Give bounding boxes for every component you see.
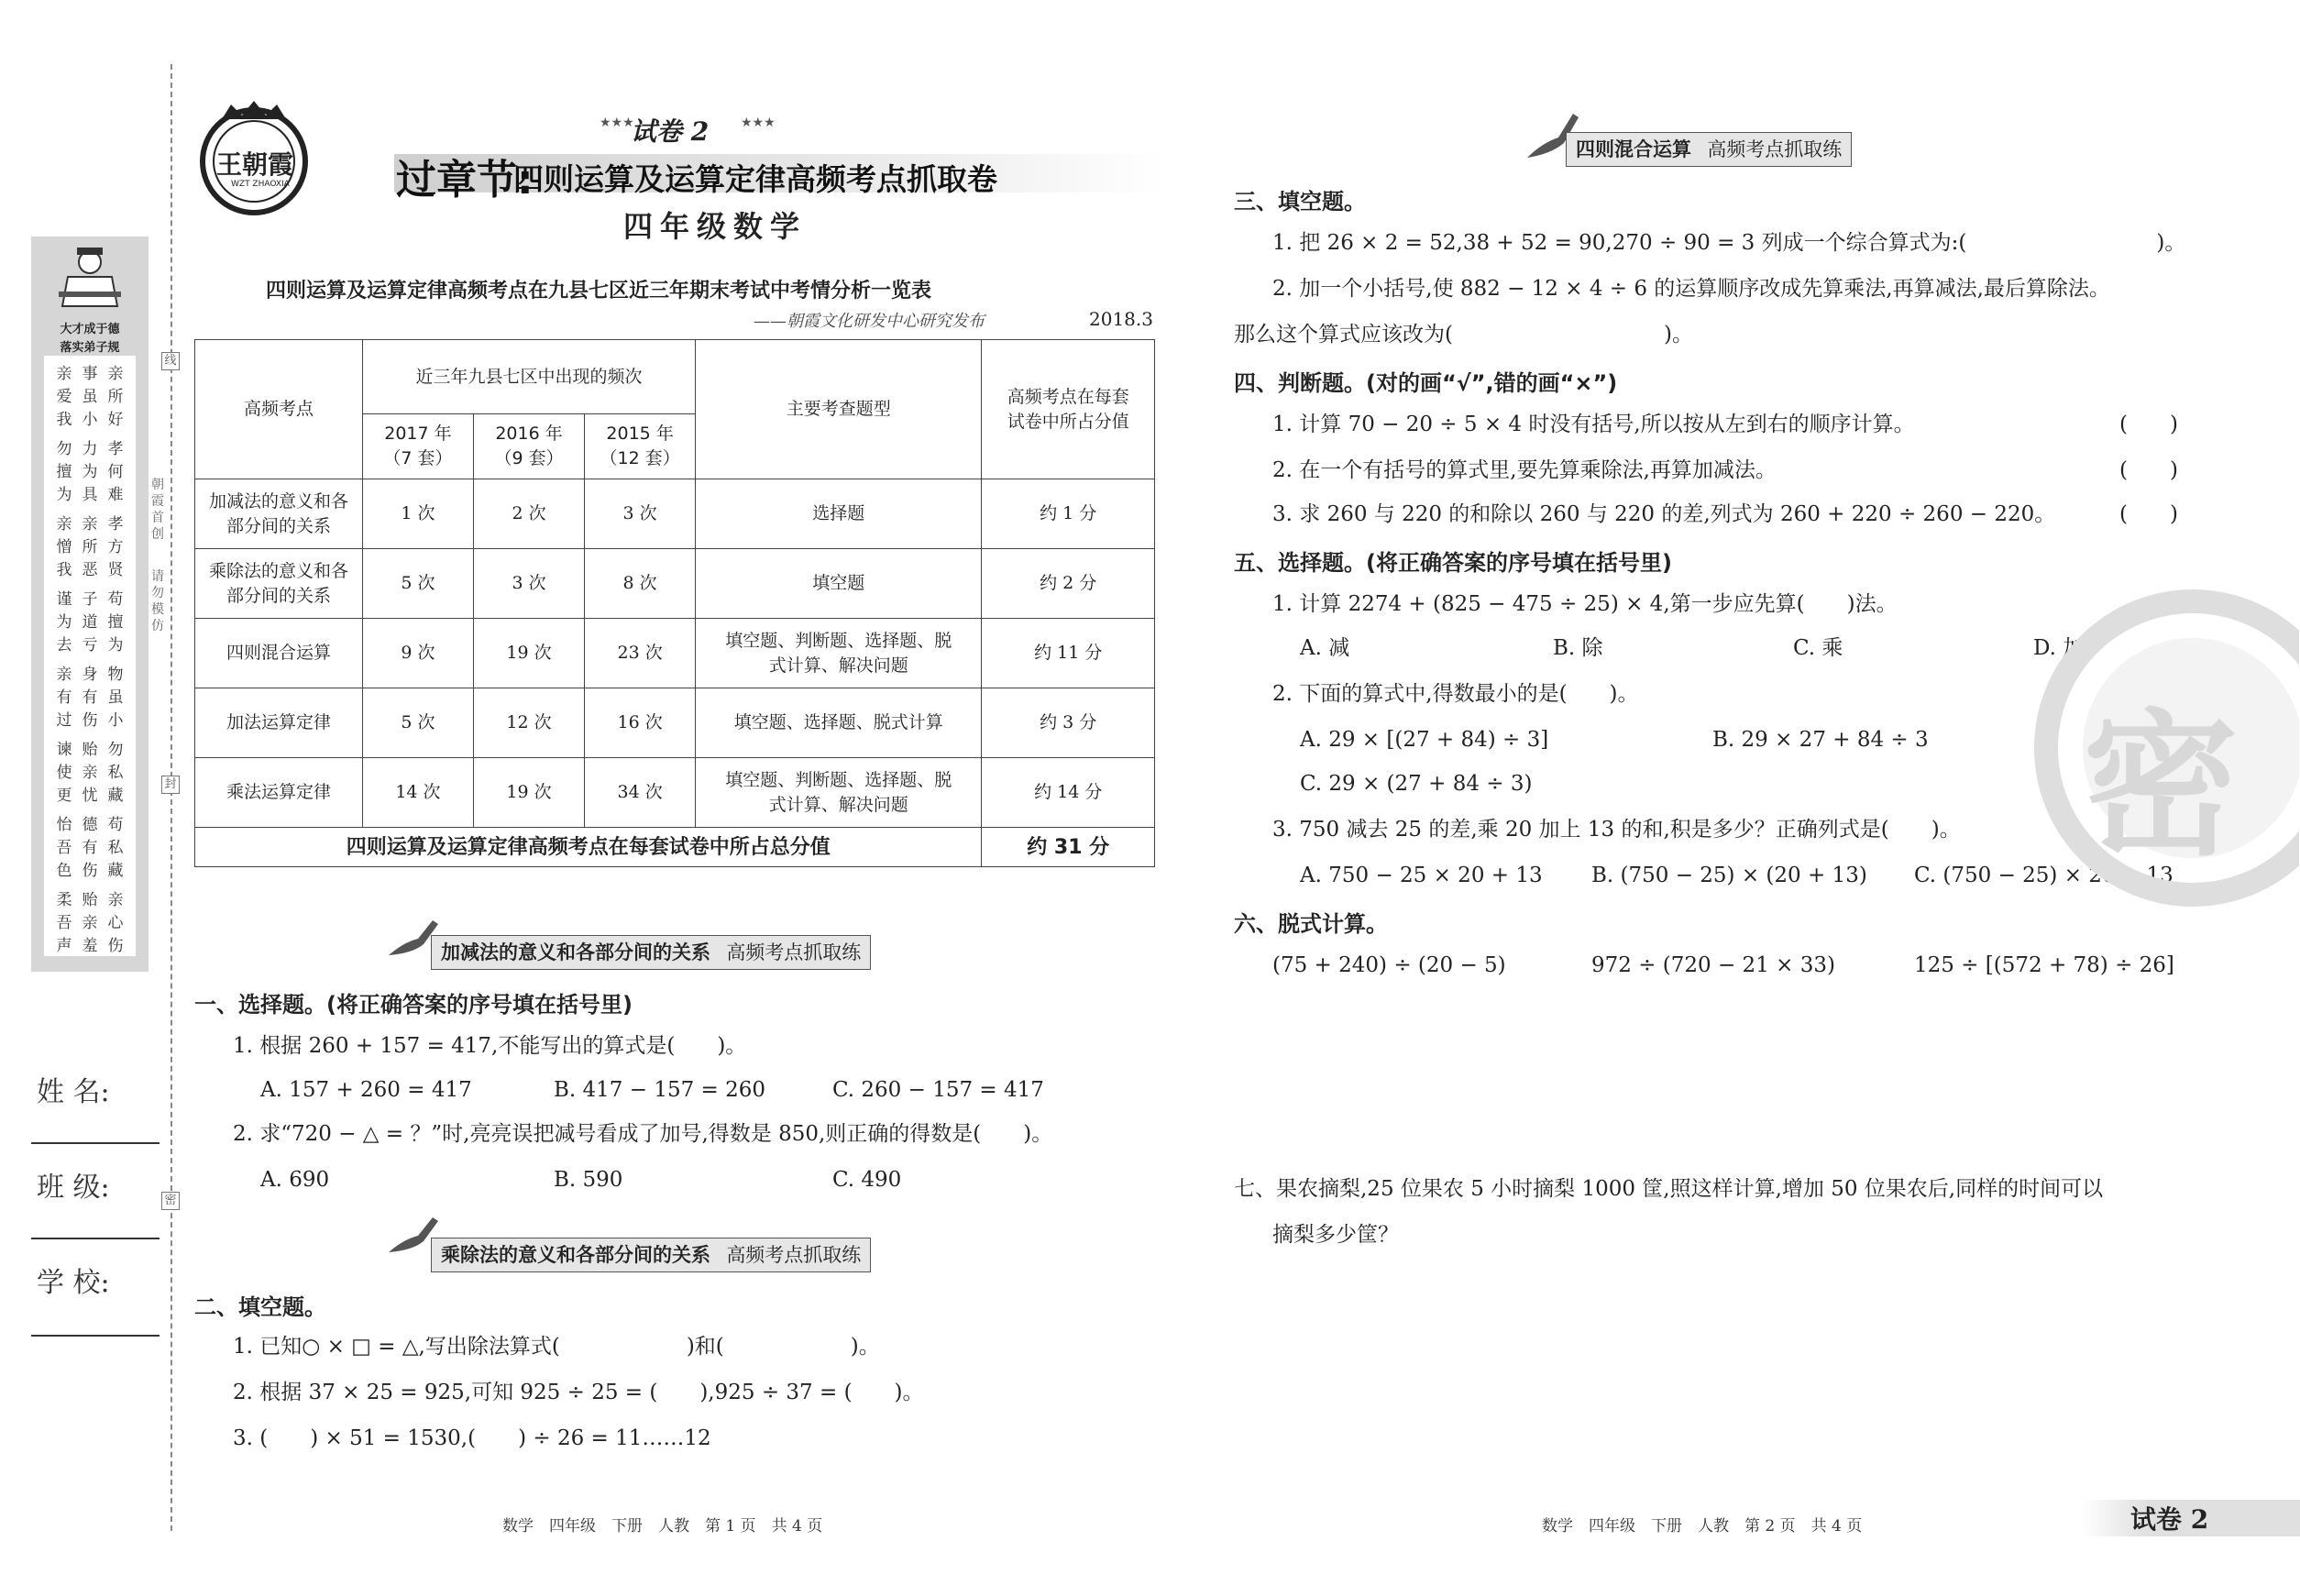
table-source: ——朝霞文化研发中心研究发布 xyxy=(754,312,985,331)
option-c: C. (750 − 25) × 20 + 13 xyxy=(1914,864,2173,887)
cell-2017: 5 次 xyxy=(362,549,473,619)
option-b: B. (750 − 25) × (20 + 13) xyxy=(1591,864,1867,887)
section-banner xyxy=(1566,132,1852,167)
banner-tag: 高频考点抓取练 xyxy=(1707,138,1843,160)
cell-types: 填空题、选择题、脱式计算 xyxy=(696,688,982,758)
poem-column: 孝方贤 xyxy=(107,515,124,579)
poem-column: 亲心伤 xyxy=(107,891,124,955)
option-a: A. 750 − 25 × 20 + 13 xyxy=(1300,864,1543,887)
option-c: C. 260 − 157 = 417 xyxy=(832,1078,1044,1102)
poem-column: 孝何难 xyxy=(107,440,124,504)
header-score: 高频考点在每套试卷中所占分值 xyxy=(982,340,1155,479)
cell-2016: 3 次 xyxy=(473,549,584,619)
cell-2017: 5 次 xyxy=(362,688,473,758)
total-value: 约 31 分 xyxy=(982,828,1155,867)
class-label: 班 级: xyxy=(37,1172,110,1204)
poem-column: 亲憎我 xyxy=(56,515,72,579)
brand-name: 王朝霞 xyxy=(216,149,294,180)
page-footer: 数学 四年级 下册 人教 第 1 页 共 4 页 xyxy=(502,1517,823,1535)
header-freq: 近三年九县七区中出现的频次 xyxy=(362,340,695,414)
cell-score: 约 11 分 xyxy=(982,619,1155,688)
binding-mark: 封 xyxy=(161,776,180,794)
poem-column: 亲有过 xyxy=(56,666,72,730)
expression: 972 ÷ (720 − 21 × 33) xyxy=(1591,953,1835,977)
table-total-row xyxy=(195,828,1155,867)
option-d: D. 加 xyxy=(2033,636,2085,660)
section-heading: 七、果农摘梨,25 位果农 5 小时摘梨 1000 筐,照这样计算,增加 50 位果农后,同样的时间可以 xyxy=(1234,1177,2104,1201)
table-caption: 四则运算及运算定律高频考点在九县七区近三年期末考试中考情分析一览表 xyxy=(266,280,932,303)
cell-2017: 1 次 xyxy=(362,479,473,549)
question-text: 2. 下面的算式中,得数最小的是( )。 xyxy=(1272,682,1639,706)
header-2016: 2016 年（9 套） xyxy=(473,414,584,479)
cell-2016: 19 次 xyxy=(473,619,584,688)
poem-column: 力为具 xyxy=(82,440,98,504)
cell-2017: 14 次 xyxy=(362,758,473,828)
cell-2015: 16 次 xyxy=(585,688,696,758)
poem-column: 亲所好 xyxy=(107,365,124,429)
stars-left-icon: ★★★ xyxy=(600,116,634,130)
binding-mark: 线 xyxy=(161,352,180,370)
watermark-text: 密 xyxy=(2083,694,2239,877)
section-heading: 二、填空题。 xyxy=(194,1294,326,1320)
cell-topic: 加减法的意义和各部分间的关系 xyxy=(195,479,363,549)
banner-tag: 高频考点抓取练 xyxy=(726,1244,862,1266)
poem-column: 谏使更 xyxy=(56,741,72,805)
header-topic: 高频考点 xyxy=(195,340,363,479)
section-heading: 四、判断题。(对的画“√”,错的画“×”) xyxy=(1234,370,1618,396)
option-c: C. 490 xyxy=(832,1168,902,1192)
poem-column: 怡吾色 xyxy=(56,816,72,880)
table-date: 2018.3 xyxy=(1089,308,1153,330)
expression: 125 ÷ [(572 + 78) ÷ 26] xyxy=(1914,953,2174,977)
poem-column: 苟擅为 xyxy=(107,590,124,655)
question-text: 1. 已知○ × □ = △,写出除法算式( )和( )。 xyxy=(233,1335,880,1359)
cell-2016: 2 次 xyxy=(473,479,584,549)
question-text: 2. 求“720 − △ = ？”时,亮亮误把减号看成了加号,得数是 850,则正确的得数是( )。 xyxy=(233,1122,1053,1146)
question-text: 2. 加一个小括号,使 882 − 12 × 4 ÷ 6 的运算顺序改成先算乘法,再算减法,最后算除法。 xyxy=(1272,277,2110,301)
cell-2017: 9 次 xyxy=(362,619,473,688)
binding-text: 朝霞首创 xyxy=(151,478,164,542)
motto-line-2: 落实弟子规 xyxy=(60,341,120,355)
table-row xyxy=(195,479,1155,549)
question-text: 2. 在一个有括号的算式里,要先算乘除法,再算加减法。 xyxy=(1272,458,1777,482)
table-row xyxy=(195,758,1155,828)
option-b: B. 除 xyxy=(1553,636,1603,660)
paper-label: 试卷 2 xyxy=(631,116,710,147)
expression: (75 + 240) ÷ (20 − 5) xyxy=(1272,953,1506,977)
cell-2015: 23 次 xyxy=(585,619,696,688)
cell-topic: 四则混合运算 xyxy=(195,619,363,688)
name-label: 姓 名: xyxy=(37,1076,110,1108)
option-b: B. 29 × 27 + 84 ÷ 3 xyxy=(1712,728,1929,752)
banner-title: 四则混合运算 xyxy=(1576,138,1691,160)
subject-title: 四年级数学 xyxy=(623,209,808,244)
answer-paren[interactable]: ( ) xyxy=(2119,413,2178,436)
cell-types: 填空题、判断题、选择题、脱式计算、解决问题 xyxy=(696,758,982,828)
cell-score: 约 1 分 xyxy=(982,479,1155,549)
poem-column: 亲爱我 xyxy=(56,365,72,429)
school-label: 学 校: xyxy=(37,1267,110,1299)
section-heading: 六、脱式计算。 xyxy=(1234,911,1388,937)
binding-dashed-line xyxy=(171,64,172,1531)
footer-tag: 试卷 2 xyxy=(2130,1504,2209,1535)
poem-column: 谨为去 xyxy=(56,590,72,655)
section-heading: 三、填空题。 xyxy=(1234,189,1366,215)
cell-score: 约 2 分 xyxy=(982,549,1155,619)
cell-2015: 3 次 xyxy=(585,479,696,549)
option-c: C. 乘 xyxy=(1793,636,1843,660)
cell-topic: 乘法运算定律 xyxy=(195,758,363,828)
question-text: 3. ( ) × 51 = 1530,( ) ÷ 26 = 11……12 xyxy=(233,1426,711,1450)
option-a: A. 690 xyxy=(260,1168,330,1192)
table-row xyxy=(195,549,1155,619)
question-text: 3. 求 260 与 220 的和除以 260 与 220 的差,列式为 260 + 220 ÷ 260 − 220。 xyxy=(1272,502,2056,526)
poem-column: 物虽小 xyxy=(107,666,124,730)
question-text: 1. 根据 260 + 157 = 417,不能写出的算式是( )。 xyxy=(233,1034,747,1058)
cell-types: 填空题、判断题、选择题、脱式计算、解决问题 xyxy=(696,619,982,688)
poem-column: 亲所恶 xyxy=(82,515,98,579)
question-text: 那么这个算式应该改为( )。 xyxy=(1234,323,1693,347)
name-field[interactable] xyxy=(31,1142,160,1144)
cell-2016: 12 次 xyxy=(473,688,584,758)
poem-column: 事虽小 xyxy=(82,365,98,429)
question-text: 1. 计算 70 − 20 ÷ 5 × 4 时没有括号,所以按从左到右的顺序计算。 xyxy=(1272,413,1915,436)
poem-column: 勿私藏 xyxy=(107,741,124,805)
question-text: 1. 计算 2274 + (825 − 475 ÷ 25) × 4,第一步应先算( )法。 xyxy=(1272,592,1898,616)
cell-2016: 19 次 xyxy=(473,758,584,828)
banner-title: 加减法的意义和各部分间的关系 xyxy=(441,941,710,963)
table-row xyxy=(195,619,1155,688)
brand-en: WZT ZHAOXIA xyxy=(231,180,290,189)
table-row xyxy=(195,688,1155,758)
cell-types: 选择题 xyxy=(696,479,982,549)
option-b: B. 417 − 157 = 260 xyxy=(554,1078,766,1102)
option-a: A. 157 + 260 = 417 xyxy=(260,1078,472,1102)
poem-column: 德有伤 xyxy=(82,816,98,880)
cell-2015: 34 次 xyxy=(585,758,696,828)
poem-column: 苟私藏 xyxy=(107,816,124,880)
banner-tag: 高频考点抓取练 xyxy=(726,941,862,963)
cell-topic: 加法运算定律 xyxy=(195,688,363,758)
scholar-icon xyxy=(53,246,127,314)
poem-column: 子道亏 xyxy=(82,590,98,655)
school-field[interactable] xyxy=(31,1335,160,1337)
cell-score: 约 3 分 xyxy=(982,688,1155,758)
question-text: 摘梨多少筐？ xyxy=(1272,1223,1399,1247)
page-subtitle: 四则运算及运算定律高频考点抓取卷 xyxy=(513,161,997,197)
question-text: 2. 根据 37 × 25 = 925,可知 925 ÷ 25 = ( ),925 ÷ 37 = ( )。 xyxy=(233,1381,924,1404)
binding-text: 请勿模仿 xyxy=(151,569,164,633)
cell-types: 填空题 xyxy=(696,549,982,619)
analysis-table xyxy=(194,339,1155,867)
header-2017: 2017 年（7 套） xyxy=(362,414,473,479)
section-banner xyxy=(431,1238,871,1272)
poem-column: 贻亲羞 xyxy=(82,891,98,955)
poem-column: 身有伤 xyxy=(82,666,98,730)
section-heading: 一、选择题。(将正确答案的序号填在括号里) xyxy=(194,992,633,1018)
cell-topic: 乘除法的意义和各部分间的关系 xyxy=(195,549,363,619)
banner-title: 乘除法的意义和各部分间的关系 xyxy=(441,1244,710,1266)
poem-column: 贻亲忧 xyxy=(82,741,98,805)
binding-mark: 密 xyxy=(161,1192,180,1210)
option-a: A. 29 × [(27 + 84) ÷ 3] xyxy=(1300,728,1549,752)
option-b: B. 590 xyxy=(554,1168,623,1192)
question-text: 1. 把 26 × 2 = 52,38 + 52 = 90,270 ÷ 90 = 3 列成一个综合算式为:( )。 xyxy=(1272,231,2186,255)
stars-right-icon: ★★★ xyxy=(741,116,776,130)
section-heading: 五、选择题。(将正确答案的序号填在括号里) xyxy=(1234,550,1672,576)
section-banner xyxy=(431,935,871,970)
class-field[interactable] xyxy=(31,1238,160,1239)
option-a: A. 减 xyxy=(1300,636,1350,660)
poem-column: 柔吾声 xyxy=(56,891,72,955)
motto-line-1: 大才成于德 xyxy=(60,323,120,336)
header-2015: 2015 年（12 套） xyxy=(585,414,696,479)
page-title: 过章节: xyxy=(396,157,534,204)
cell-score: 约 14 分 xyxy=(982,758,1155,828)
option-c: C. 29 × (27 + 84 ÷ 3) xyxy=(1300,772,1533,796)
cell-2015: 8 次 xyxy=(585,549,696,619)
question-text: 3. 750 减去 25 的差,乘 20 加上 13 的和,积是多少？正确列式是( )。 xyxy=(1272,818,1961,842)
header-types: 主要考查题型 xyxy=(696,340,982,479)
answer-paren[interactable]: ( ) xyxy=(2119,458,2178,482)
poem-column: 勿擅为 xyxy=(56,440,72,504)
total-label: 四则运算及运算定律高频考点在每套试卷中所占总分值 xyxy=(195,828,982,867)
page-footer: 数学 四年级 下册 人教 第 2 页 共 4 页 xyxy=(1542,1517,1863,1535)
answer-paren[interactable]: ( ) xyxy=(2119,502,2178,526)
